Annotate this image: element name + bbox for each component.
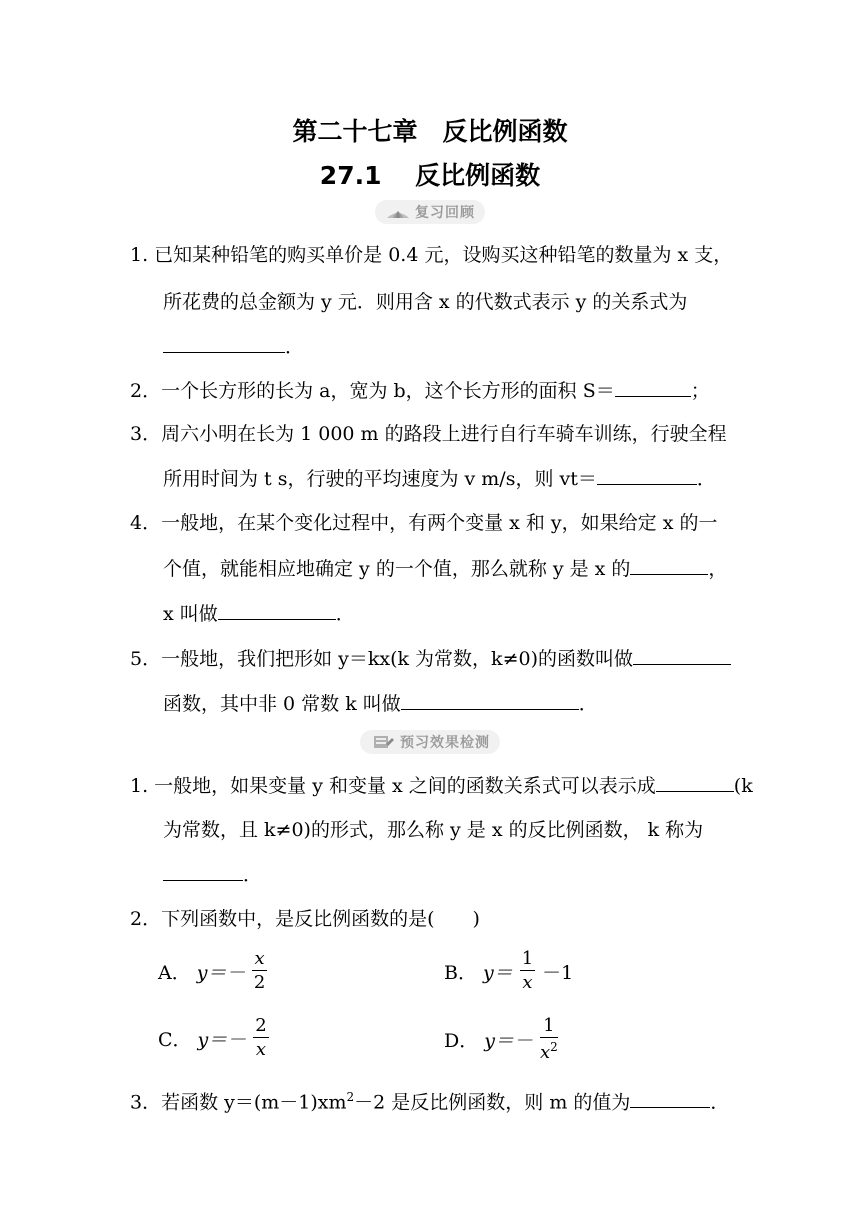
answer-blank[interactable] xyxy=(163,334,285,353)
preview-q2-stem xyxy=(130,907,486,931)
preview-q1-text: 1. 一般地，如果变量 y 和变量 x 之间的函数关系式可以表示成 xyxy=(130,775,656,797)
review-q4-line2 xyxy=(163,556,727,581)
answer-blank[interactable] xyxy=(163,862,243,881)
option-d[interactable] xyxy=(444,1017,559,1062)
option-a-label: A． xyxy=(158,961,191,984)
option-c-label: C． xyxy=(158,1028,192,1051)
preview-q3-exponent: 2 xyxy=(346,1090,355,1104)
review-q4-comma: ， xyxy=(708,558,728,580)
preview-q1-line2: 为常数，且 k≠0)的形式，那么称 y 是 x 的反比例函数， k 称为 xyxy=(163,819,704,841)
preview-q3-end: ． xyxy=(710,1091,730,1114)
review-q4-text2: x 叫做 xyxy=(163,603,218,625)
option-d-lhs: y＝－ xyxy=(484,1030,533,1052)
review-q1-line2: 所花费的总金额为 y 元．则用含 x 的代数式表示 y 的关系式为 xyxy=(163,291,688,313)
answer-blank[interactable] xyxy=(656,773,734,792)
option-b-num: 1 xyxy=(521,948,534,969)
review-q4-line3 xyxy=(163,601,355,626)
option-b-label: B． xyxy=(444,961,477,984)
answer-blank[interactable] xyxy=(218,601,336,620)
option-c[interactable] xyxy=(158,1017,270,1059)
section-title: 27.1 反比例函数 xyxy=(319,161,541,190)
review-q4-end: ． xyxy=(335,603,355,625)
book-icon xyxy=(370,734,396,750)
option-c-lhs: y＝－ xyxy=(197,1028,247,1051)
option-a-lhs: y＝－ xyxy=(196,961,246,984)
option-b-lhs: y＝ xyxy=(482,961,513,984)
review-q5-end: ． xyxy=(578,693,598,715)
review-q2-line1 xyxy=(130,378,710,403)
option-a[interactable] xyxy=(158,950,268,992)
review-q1-end: ． xyxy=(285,336,305,358)
option-a-num: x xyxy=(254,948,265,969)
option-d-label: D． xyxy=(444,1030,479,1052)
option-b-fraction xyxy=(520,950,535,992)
option-c-fraction xyxy=(253,1017,268,1059)
option-d-fraction xyxy=(540,1017,558,1062)
answer-blank[interactable] xyxy=(597,466,697,485)
chapter-title: 第二十七章 反比例函数 xyxy=(292,117,568,146)
answer-blank[interactable] xyxy=(615,378,691,397)
review-banner-label: 复习回顾 xyxy=(415,205,475,221)
option-d-num: 1 xyxy=(540,1017,558,1038)
answer-blank[interactable] xyxy=(630,1089,710,1108)
option-d-exponent: 2 xyxy=(550,1040,558,1054)
review-q1-line1: 1. 已知某种铅笔的购买单价是 0.4 元，设购买这种铅笔的数量为 x 支， xyxy=(130,244,733,266)
review-q5-text: 5．一般地，我们把形如 y＝kx(k 为常数，k≠0)的函数叫做 xyxy=(130,648,633,670)
preview-q1-end: ． xyxy=(243,864,263,886)
preview-banner xyxy=(0,730,860,754)
review-q5-line1 xyxy=(130,646,731,671)
review-q3-text: 所用时间为 t s，行驶的平均速度为 v m/s，则 vt＝ xyxy=(163,468,597,490)
preview-q3-text-b: －2 是反比例函数，则 m 的值为 xyxy=(354,1091,631,1114)
review-q4-line1: 4．一般地，在某个变化过程中，有两个变量 x 和 y，如果给定 x 的一 xyxy=(130,512,718,534)
review-q4-text: 个值，就能相应地确定 y 的一个值，那么就称 y 是 x 的 xyxy=(163,558,631,580)
answer-blank[interactable] xyxy=(401,691,579,710)
preview-q1-line1 xyxy=(130,773,753,798)
review-q5-text2: 函数，其中非 0 常数 k 叫做 xyxy=(163,693,401,715)
review-banner xyxy=(0,200,860,224)
preview-q3-text-a: 3．若函数 y＝(m－1)xm xyxy=(130,1091,347,1114)
review-q1-line3 xyxy=(163,334,304,359)
option-b-rhs: －1 xyxy=(542,961,574,984)
preview-banner-label: 预习效果检测 xyxy=(400,735,490,751)
answer-blank[interactable] xyxy=(633,646,731,665)
preview-q2-stem-text: 2．下列函数中，是反比例函数的是( ) xyxy=(130,908,480,930)
preview-q3-line1 xyxy=(130,1085,729,1114)
option-d-den xyxy=(540,1038,558,1062)
option-a-fraction xyxy=(252,950,266,992)
review-q5-line2 xyxy=(163,691,598,716)
review-q3-line1: 3．周六小明在长为 1 000 m 的路段上进行自行车骑车训练，行驶全程 xyxy=(130,423,727,445)
preview-q1-line3 xyxy=(163,862,262,887)
review-q2-text: 2．一个长方形的长为 a，宽为 b，这个长方形的面积 S＝ xyxy=(130,380,615,402)
review-q2-end: ； xyxy=(690,380,710,402)
option-b[interactable] xyxy=(444,950,573,992)
review-q3-end: ． xyxy=(696,468,716,490)
option-c-den: x xyxy=(255,1039,267,1060)
preview-q1-k: (k xyxy=(733,775,753,797)
option-c-num: 2 xyxy=(255,1015,267,1036)
answer-blank[interactable] xyxy=(630,556,708,575)
option-d-den-var: x xyxy=(539,1042,551,1063)
option-a-den: 2 xyxy=(253,972,266,993)
lotus-icon xyxy=(385,204,411,220)
review-q3-line2 xyxy=(163,466,716,491)
option-b-den: x xyxy=(522,972,533,993)
